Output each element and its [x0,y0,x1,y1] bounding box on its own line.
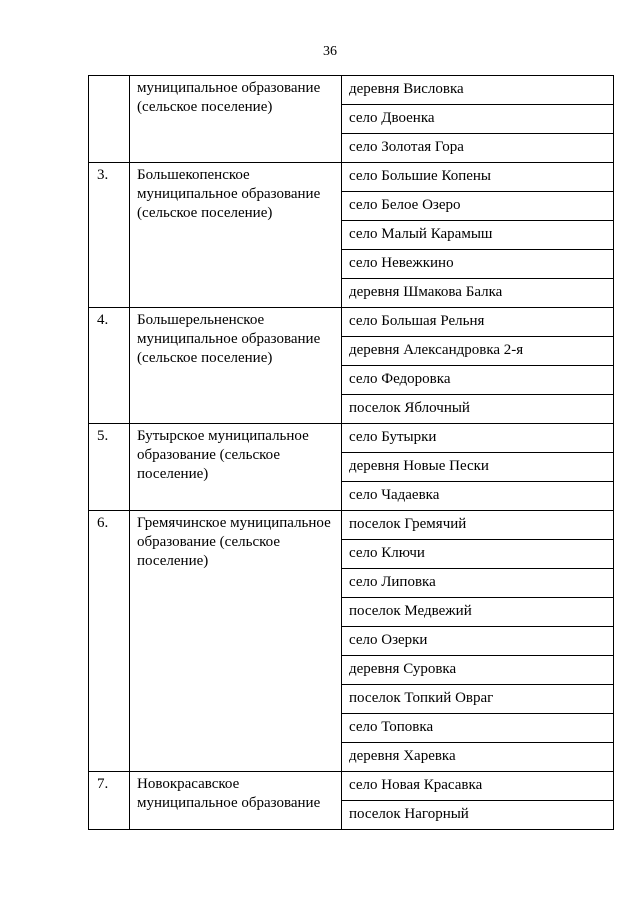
table-row [89,163,614,192]
table-row [89,76,614,105]
municipalities-table [88,75,614,830]
settlement-cell: село Федоровка [342,366,614,395]
table-row [89,308,614,337]
settlement-cell: деревня Суровка [342,656,614,685]
entity-cell: Большерельненское муниципальное образование (сельское поселение) [130,308,342,424]
settlement-cell: село Невежкино [342,250,614,279]
row-number-cell: 7. [89,772,130,830]
settlement-cell: село Золотая Гора [342,134,614,163]
settlement-cell: село Большая Рельня [342,308,614,337]
page-number: 36 [323,44,337,59]
settlement-cell: село Двоенка [342,105,614,134]
settlement-cell: деревня Висловка [342,76,614,105]
settlement-cell: село Большие Копены [342,163,614,192]
settlement-cell: деревня Александровка 2-я [342,337,614,366]
entity-cell: Новокрасавское муниципальное образование [130,772,342,830]
settlement-cell: деревня Харевка [342,743,614,772]
settlement-cell: село Чадаевка [342,482,614,511]
row-number-cell: 6. [89,511,130,772]
row-number-cell: 4. [89,308,130,424]
row-number-cell: 5. [89,424,130,511]
settlement-cell: поселок Топкий Овраг [342,685,614,714]
settlement-cell: село Липовка [342,569,614,598]
settlement-cell: село Топовка [342,714,614,743]
settlement-cell: село Белое Озеро [342,192,614,221]
settlement-cell: село Малый Карамыш [342,221,614,250]
settlement-cell: поселок Медвежий [342,598,614,627]
table-row [89,424,614,453]
table-row [89,772,614,801]
entity-cell: муниципальное образование (сельское поселение) [130,76,342,163]
entity-cell: Бутырское муниципальное образование (сельское поселение) [130,424,342,511]
row-number-cell [89,76,130,163]
settlement-cell: село Озерки [342,627,614,656]
entity-cell: Гремячинское муниципальное образование (сельское поселение) [130,511,342,772]
settlement-cell: поселок Нагорный [342,801,614,830]
settlement-cell: деревня Новые Пески [342,453,614,482]
settlement-cell: поселок Гремячий [342,511,614,540]
settlement-cell: деревня Шмакова Балка [342,279,614,308]
entity-cell: Большекопенское муниципальное образование (сельское поселение) [130,163,342,308]
settlement-cell: село Бутырки [342,424,614,453]
settlement-cell: село Ключи [342,540,614,569]
municipalities-table-body [89,76,614,830]
settlement-cell: село Новая Красавка [342,772,614,801]
table-row [89,511,614,540]
row-number-cell: 3. [89,163,130,308]
settlement-cell: поселок Яблочный [342,395,614,424]
